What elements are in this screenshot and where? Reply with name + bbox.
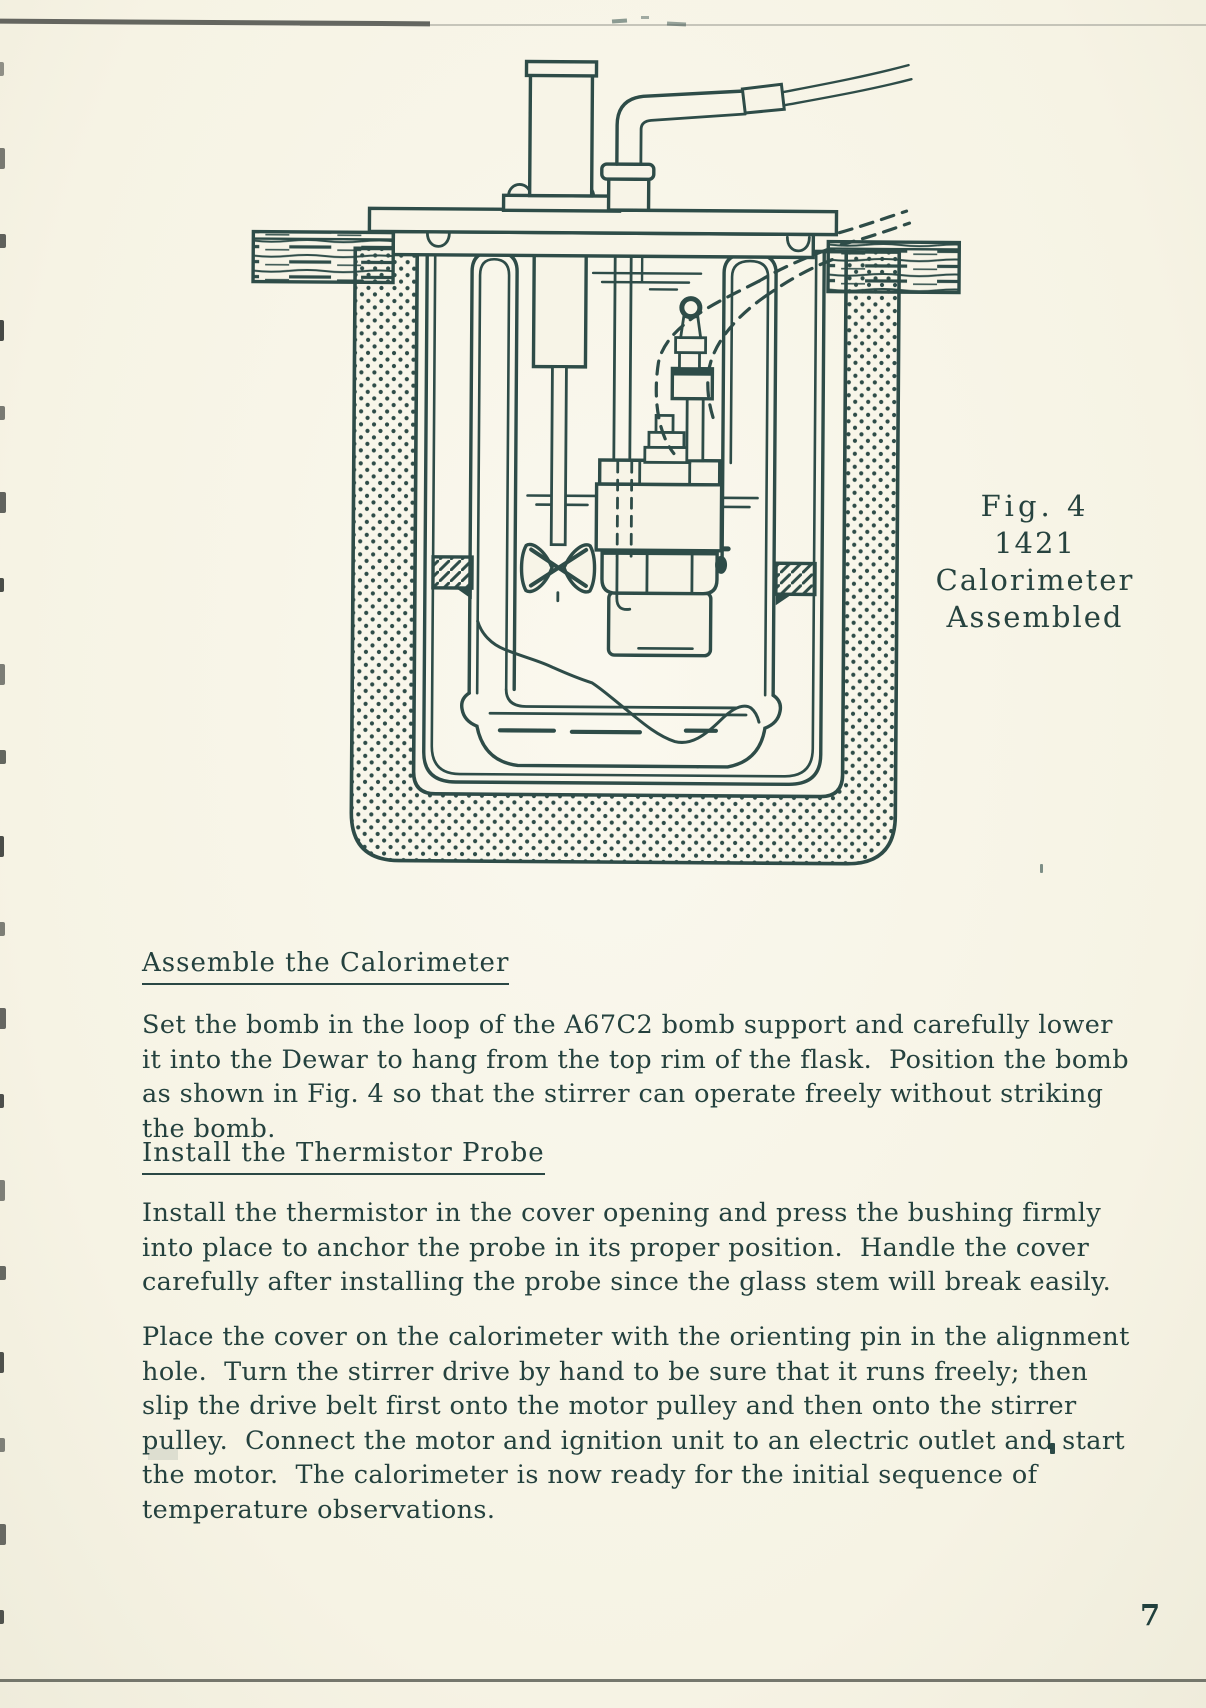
- figure-caption-line2: 1421 Calorimeter: [935, 526, 1135, 597]
- text-line: the motor. The calorimeter is now ready for the initial sequence of: [142, 1460, 1038, 1490]
- text-line: slip the drive belt first onto the motor pulley and then onto the stirrer: [142, 1391, 1077, 1421]
- section-heading-thermistor: Install the Thermistor Probe: [142, 1138, 545, 1175]
- text-line: as shown in Fig. 4 so that the stirrer can operate freely without striking: [142, 1079, 1104, 1109]
- figure-caption-line3: Assembled: [946, 600, 1124, 634]
- section-thermistor: [142, 1138, 1102, 1175]
- paragraph-thermistor-2: [142, 1320, 1130, 1527]
- section-assemble: [142, 948, 1102, 985]
- text-line: pulley. Connect the motor and ignition unit to an electric outlet and start: [142, 1425, 1126, 1456]
- text-line: Set the bomb in the loop of the A67C2 bomb support and carefully lower: [142, 1010, 1113, 1040]
- binding-mark: [0, 1438, 5, 1452]
- paragraph-assemble: [142, 1008, 1129, 1146]
- figure-label: Fig. 4: [980, 489, 1090, 523]
- paragraph-thermistor-1: [142, 1196, 1112, 1300]
- binding-mark: [0, 1094, 4, 1108]
- binding-mark: [0, 922, 5, 936]
- binding-mark: [0, 1352, 4, 1373]
- binding-mark: [0, 1266, 6, 1280]
- stirrer-propeller: [521, 544, 594, 601]
- text-line: temperature observations.: [142, 1494, 496, 1525]
- figure-caption: [900, 488, 1170, 636]
- thermistor-bushing: [602, 164, 654, 210]
- binding-mark: [0, 1008, 6, 1029]
- text-line: carefully after installing the probe since the glass stem will break easily.: [142, 1267, 1112, 1297]
- text-line: hole. Turn the stirrer drive by hand to be sure that it runs freely; then: [142, 1356, 1089, 1387]
- text-line: the bomb.: [142, 1113, 276, 1144]
- cable-conduit: [617, 63, 912, 166]
- stirrer-shaft: [532, 233, 586, 545]
- section-heading-assemble: Assemble the Calorimeter: [142, 948, 509, 985]
- binding-mark: [0, 1524, 6, 1545]
- text-line: Install the thermistor in the cover opening and press the bushing firmly: [142, 1198, 1102, 1228]
- text-line: into place to anchor the probe in its proper position. Handle the cover: [142, 1232, 1090, 1263]
- ignition-cable: [782, 64, 908, 93]
- stirrer-drive-pulley: [504, 61, 621, 211]
- binding-mark: [0, 1180, 5, 1201]
- binding-mark: [0, 1610, 4, 1624]
- text-line: it into the Dewar to hang from the top rim of the flask. Position the bomb: [142, 1044, 1129, 1075]
- scan-bottom-edge: [0, 1679, 1206, 1682]
- text-line: Place the cover on the calorimeter with the orienting pin in the alignment: [142, 1322, 1130, 1352]
- page-number: 7: [1140, 1598, 1161, 1632]
- thermistor-probe-stem: [614, 233, 643, 458]
